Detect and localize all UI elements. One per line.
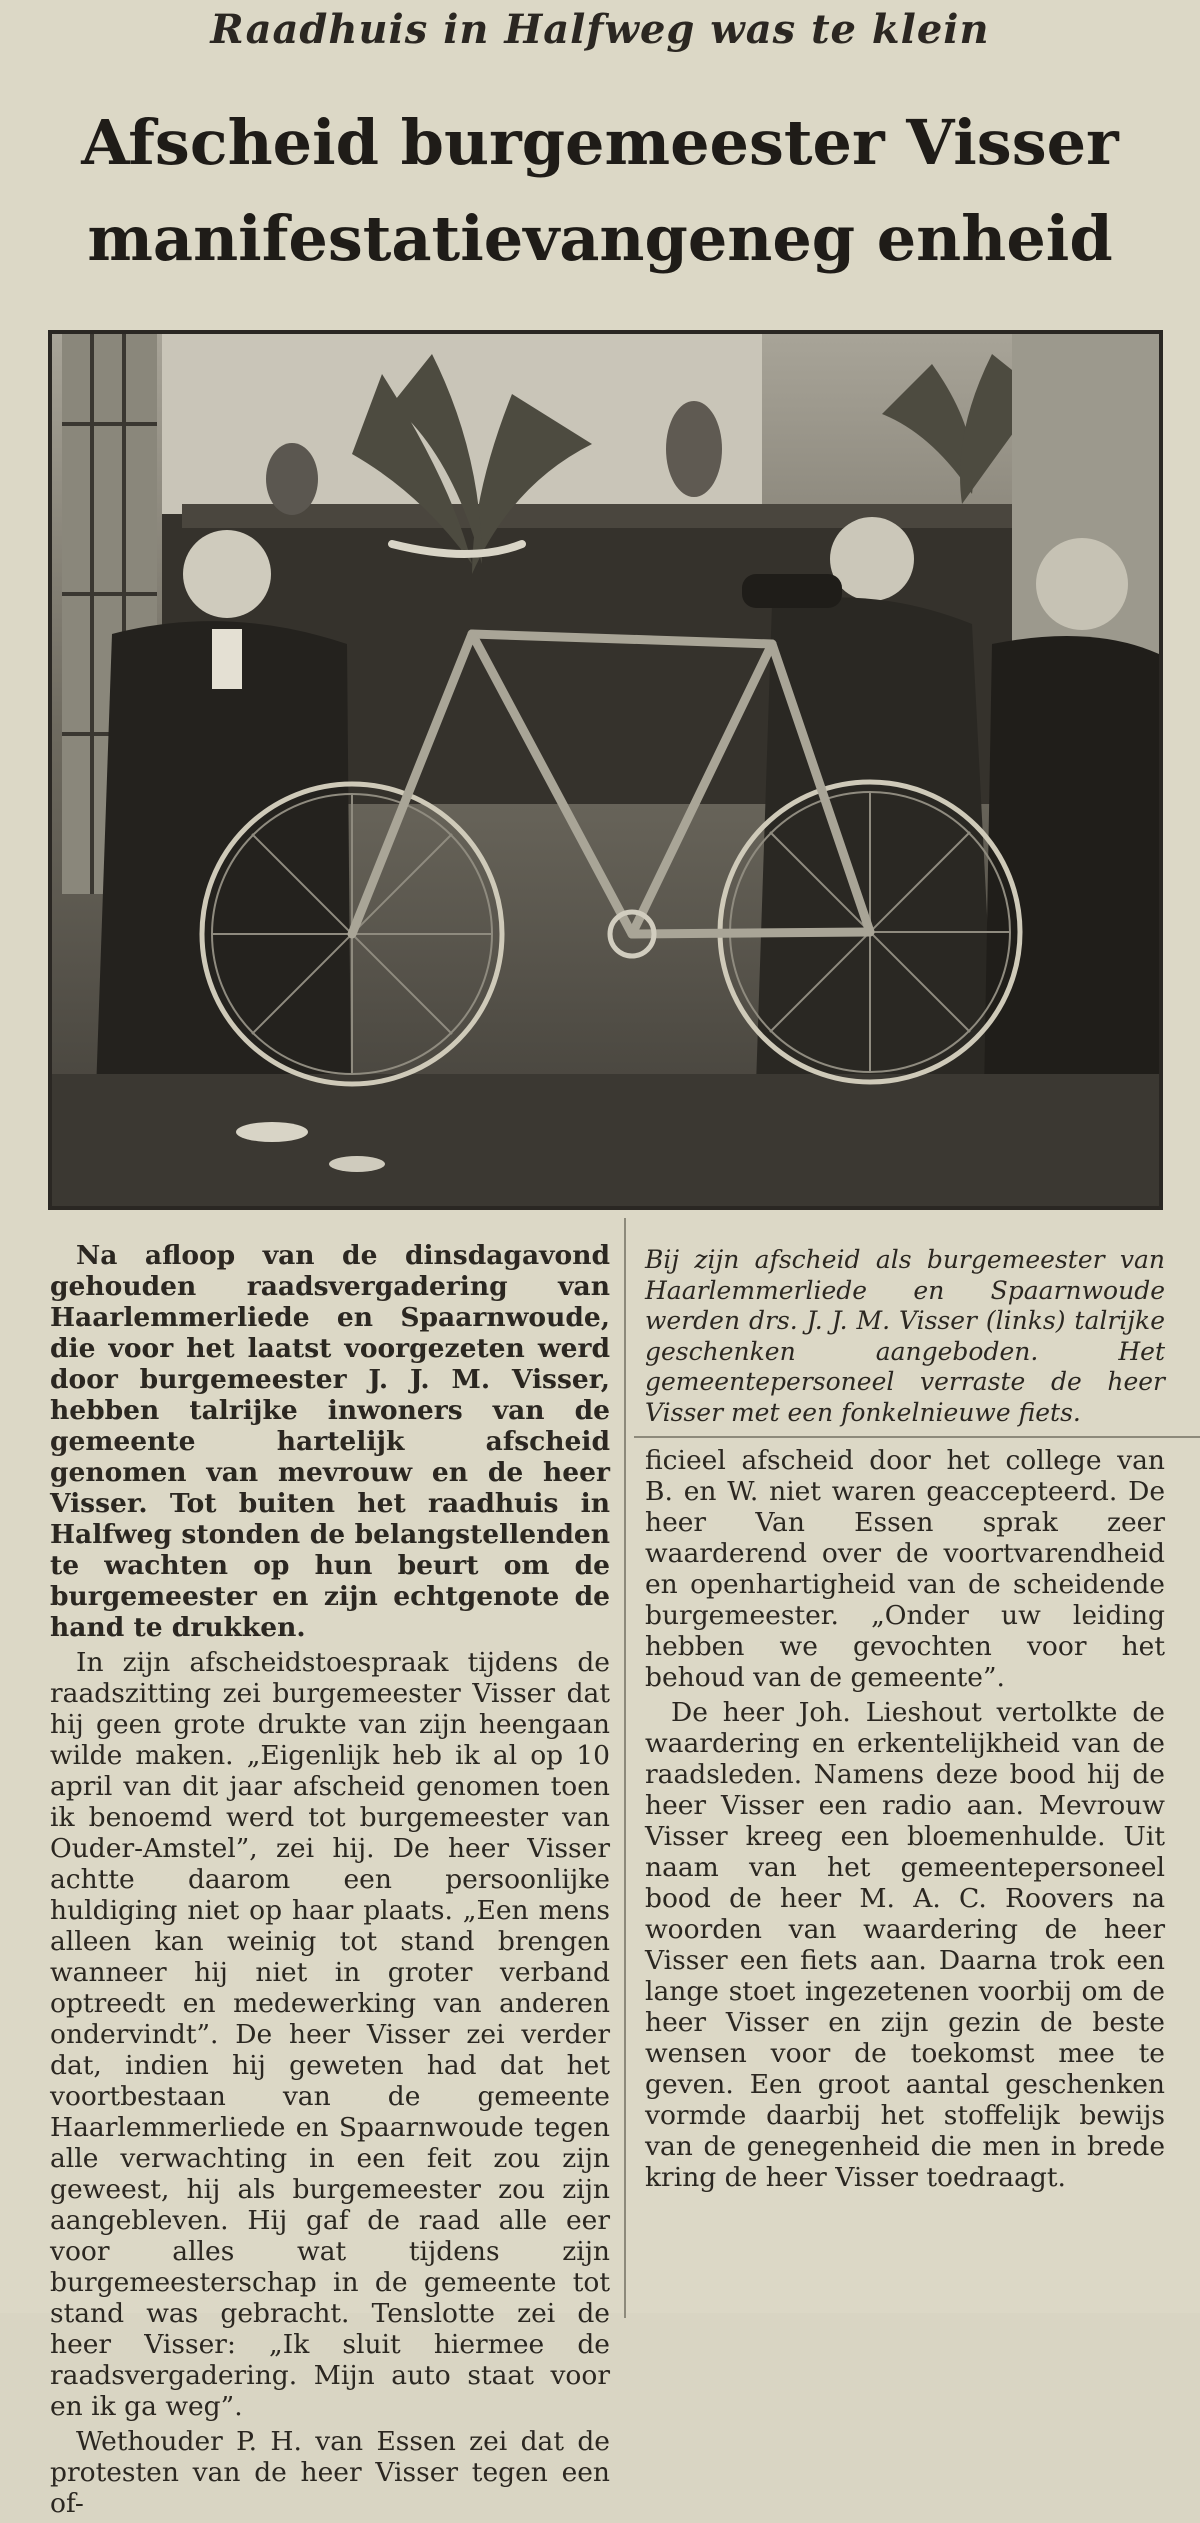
photo-caption: Bij zijn afscheid als burgemeester van Haarlemmerliede en Spaarnwoude werden drs. J. J. M. Visser (links) talrijke geschenken aangeboden. Het gemeentepersoneel verraste de heer Visser met een fonkelnieuwe fiets. <box>645 1245 1165 1427</box>
headline-line-1: Afscheid burgemeester Visser <box>81 106 1119 179</box>
article-headline <box>20 95 1180 287</box>
article-kicker: Raadhuis in Halfweg was te klein <box>210 6 990 53</box>
column-divider <box>624 1218 626 2318</box>
paragraph-1: In zijn afscheidstoespraak tijdens de raadszitting zei burgemeester Visser dat hij geen grote drukte van zijn heengaan wilde maken. „Eigenlijk heb ik al op 10 april van dit jaar afscheid genomen toen ik benoemd werd tot burgemeester van Ouder-Amstel”, zei hij. De heer Visser achtte daarom een persoonlijke huldiging niet op haar plaats. „Een mens alleen kan weinig tot stand brengen wanneer hij niet in groter verband optreedt en medewerking van anderen ondervindt”. De heer Visser zei verder dat, indien hij geweten had dat het voortbestaan van de gemeente Haarlemmerliede en Spaarnwoude tegen alle verwachting in een feit zou zijn geweest, hij als burgemeester zou zijn aangebleven. Hij gaf de raad alle eer voor alles wat tijdens zijn burgemeesterschap in de gemeente tot stand was gebracht. Tenslotte zei de heer Visser: „Ik sluit hiermee de raadsvergadering. Mijn auto staat voor en ik ga weg”. <box>50 1647 610 2422</box>
paragraph-4: De heer Joh. Lieshout vertolkte de waardering en erkentelijkheid van de raadsleden. Namens deze bood hij de heer Visser een radio aan. Mevrouw Visser kreeg een bloemenhulde. Uit naam van het gemeentepersoneel bood de heer M. A. C. Roovers na woorden van waardering de heer Visser een fiets aan. Daarna trok een lange stoet ingezetenen voorbij om de heer Visser en zijn gezin de beste wensen voor de toekomst mee te geven. Een groot aantal geschenken vormde daarbij het stoffelijk bewijs van de genegenheid die men in brede kring de heer Visser toedraagt. <box>645 1697 1165 2193</box>
headline-line-2: manifestatievangeneg enheid <box>87 202 1113 275</box>
paragraph-2: Wethouder P. H. van Essen zei dat de protesten van de heer Visser tegen een of- <box>50 2426 610 2519</box>
paragraph-3: ficieel afscheid door het college van B. en W. niet waren geaccepteerd. De heer Van Essen sprak zeer waarderend over de voortvarendheid en openhartigheid van de scheidende burgemeester. „Onder uw leiding hebben we gevochten voor het behoud van de gemeente”. <box>645 1445 1165 1693</box>
article-intro: Na afloop van de dinsdagavond gehouden raadsvergadering van Haarlemmerliede en Spaarnwoude, die voor het laatst voorgezeten werd door burgemeester J. J. M. Visser, hebben talrijke inwoners van de gemeente hartelijk afscheid genomen van mevrouw en de heer Visser. Tot buiten het raadhuis in Halfweg stonden de belangstellenden te wachten op hun beurt om de burgemeester en zijn echtgenote de hand te drukken. <box>50 1240 610 1643</box>
article-photo <box>48 330 1163 1210</box>
left-column <box>50 1240 610 2523</box>
photo-bicycle-presentation <box>52 334 1159 1206</box>
right-column <box>645 1445 1165 2197</box>
caption-divider <box>634 1436 1200 1438</box>
